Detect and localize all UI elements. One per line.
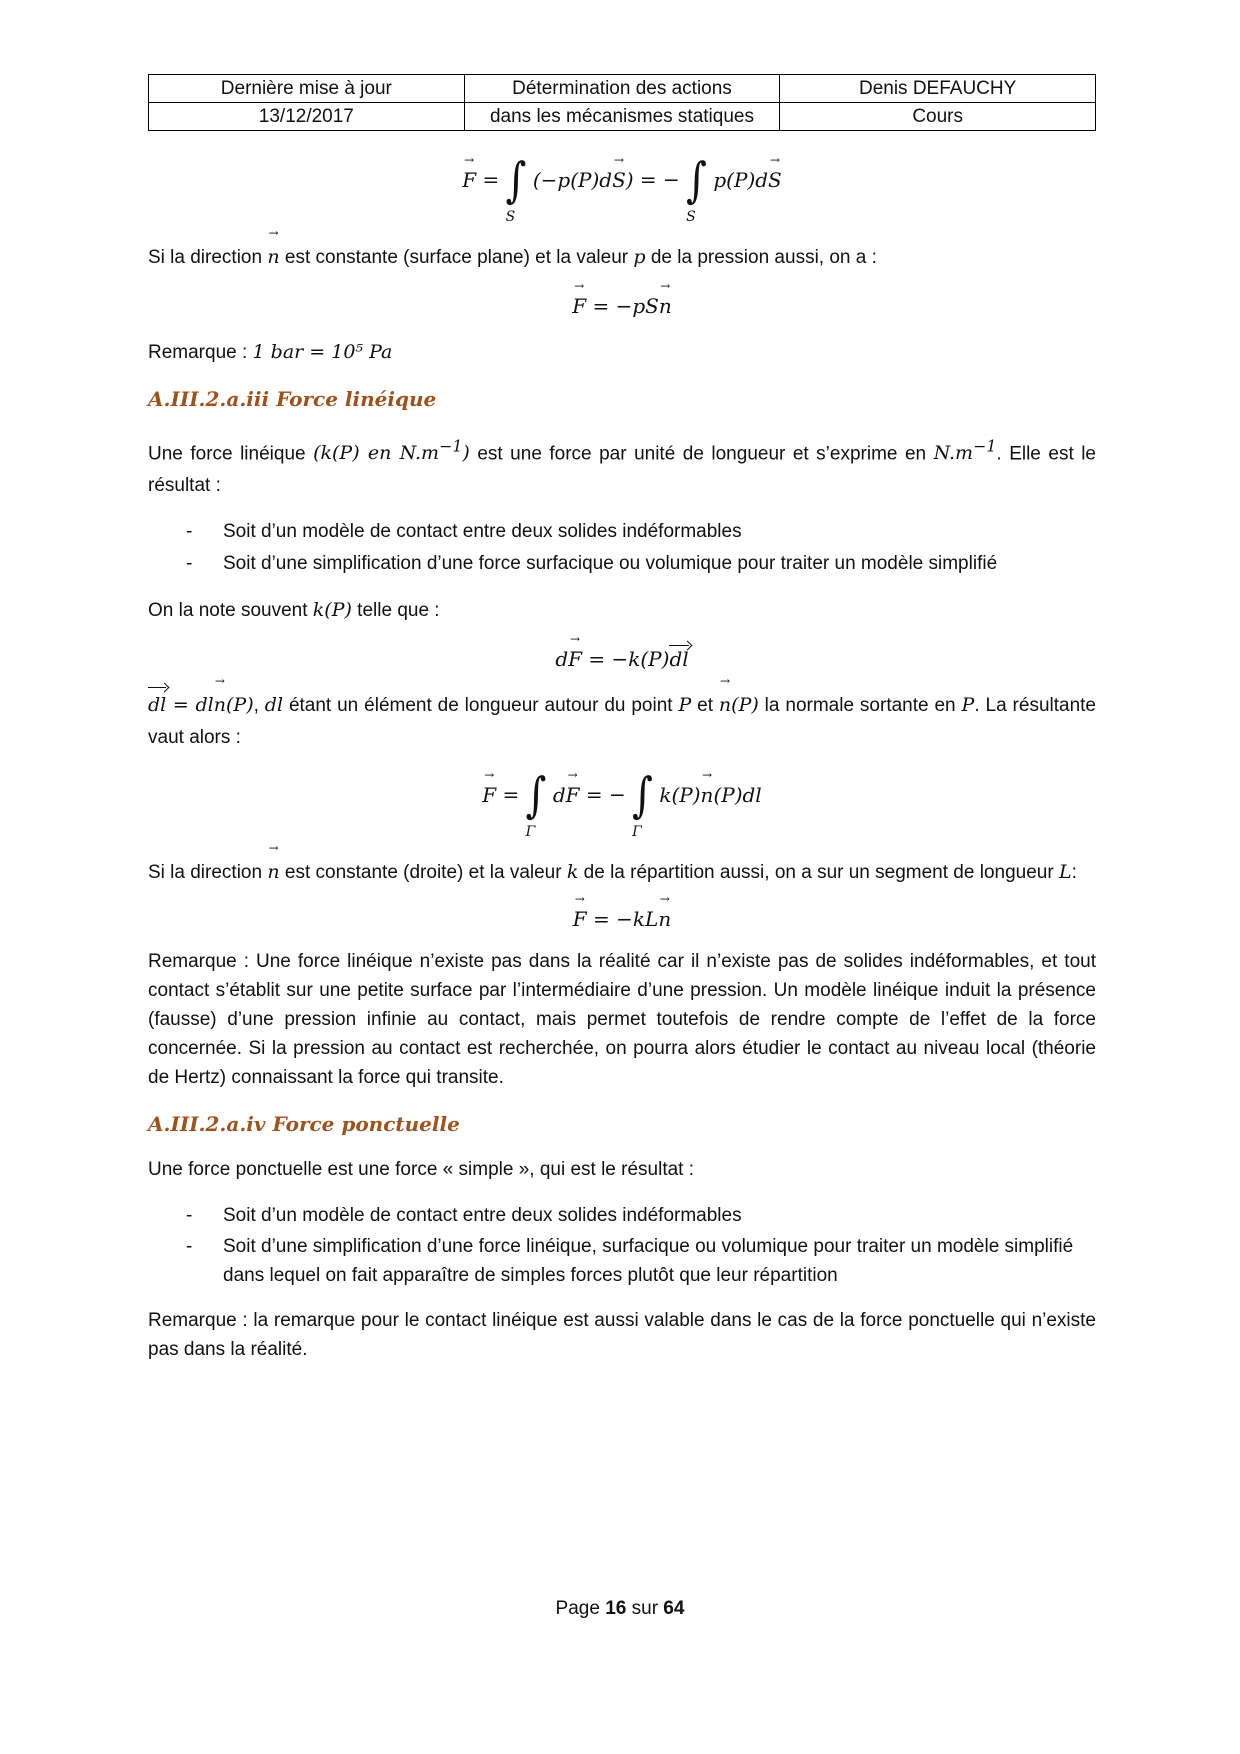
paragraph-lineic-note: On la note souvent k(P) telle que : [148, 599, 440, 622]
doc-title-line2: dans les mécanismes statiques [464, 103, 780, 131]
document-header [148, 74, 1096, 131]
equation-dF: d→ F = −k(P)dl [148, 645, 1096, 671]
paragraph-lineic-direction: Si la direction → n est constante (droite) et la valeur k de la répartition aussi, on a sur un segment de longueur L: [148, 856, 1096, 889]
page-content [148, 74, 1096, 1364]
equation-force-surface-integral: → F = ∫ S (−p(P)d→ S) = − ∫ S p(P)d→ S [148, 161, 1096, 223]
remark-bar: Remarque : 1 bar = 10⁵ Pa [148, 341, 393, 363]
equation-force-kL: → F = −kL→ n [148, 907, 1096, 931]
list-item: - Soit d’une simplification d’une force linéique, surfacique ou volumique pour traiter un modèle simplifié dans lequel on fait apparaître de simples forces plutôt que leur répartition [148, 1232, 1096, 1290]
page-total: 64 [663, 1598, 685, 1619]
lineic-list [148, 516, 1096, 580]
doc-type: Cours [780, 103, 1096, 131]
paragraph-point-intro: Une force ponctuelle est une force « simple », qui est le résultat : [148, 1159, 695, 1181]
paragraph-lineic-intro: Une force linéique (k(P) en $N.m^{-1}$) est une force par unité de longueur et s’exprime en $N.m^{-1}$. Elle est le résultat : [148, 437, 1097, 497]
paragraph-dl: dl = dl→ n(P), dl étant un élément de longueur autour du point P et → n(P) la normale sortante en P. La résultante vaut alors : [148, 687, 1096, 754]
doc-title-line1: Détermination des actions [464, 75, 780, 103]
remark-lineic: Remarque : Une force linéique n’existe pas dans la réalité car il n’existe pas de solides indéformables, et tout contact s’établit sur une petite surface par l’intermédiaire d’une pression. Un modèle linéique induit la présence (fausse) d’une pression infinie au contact, mais permet toutefois de rendre compte de l’effet de la force concernée. Si la pression au contact est recherchée, on pourra alors étudier le contact au niveau local (théorie de Hertz) connaissant la force qui transite. [148, 951, 1096, 1089]
paragraph-surface-direction: Si la direction → n est constante (surface plane) et la valeur p de la pression aussi, on a : [148, 241, 1096, 274]
page-footer: Page 16 sur 64 [555, 1598, 685, 1619]
equation-force-pressure: → F = −pS→ n [148, 294, 1096, 318]
page-number: 16 [605, 1598, 627, 1619]
remark-point: Remarque : la remarque pour le contact linéique est aussi valable dans le cas de la force ponctuelle qui n’existe pas dans la réalité. [148, 1310, 1096, 1361]
list-item: - Soit d’une simplification d’une force surfacique ou volumique pour traiter un modèle simplifié [148, 548, 1096, 580]
section-title-lineic: A.III.2.a.iii Force linéique [148, 387, 437, 411]
point-list [148, 1200, 1096, 1290]
list-item: - Soit d’un modèle de contact entre deux solides indéformables [148, 516, 1096, 548]
list-item: - Soit d’un modèle de contact entre deux solides indéformables [148, 1200, 1096, 1232]
updated-label: Dernière mise à jour [149, 75, 465, 103]
updated-date: 13/12/2017 [149, 103, 465, 131]
author: Denis DEFAUCHY [780, 75, 1096, 103]
equation-force-lineic-integral: → F = ∫ Γ d→ F = − ∫ Γ k(P)→ n(P)dl [148, 776, 1096, 838]
section-title-point: A.III.2.a.iv Force ponctuelle [148, 1112, 460, 1137]
